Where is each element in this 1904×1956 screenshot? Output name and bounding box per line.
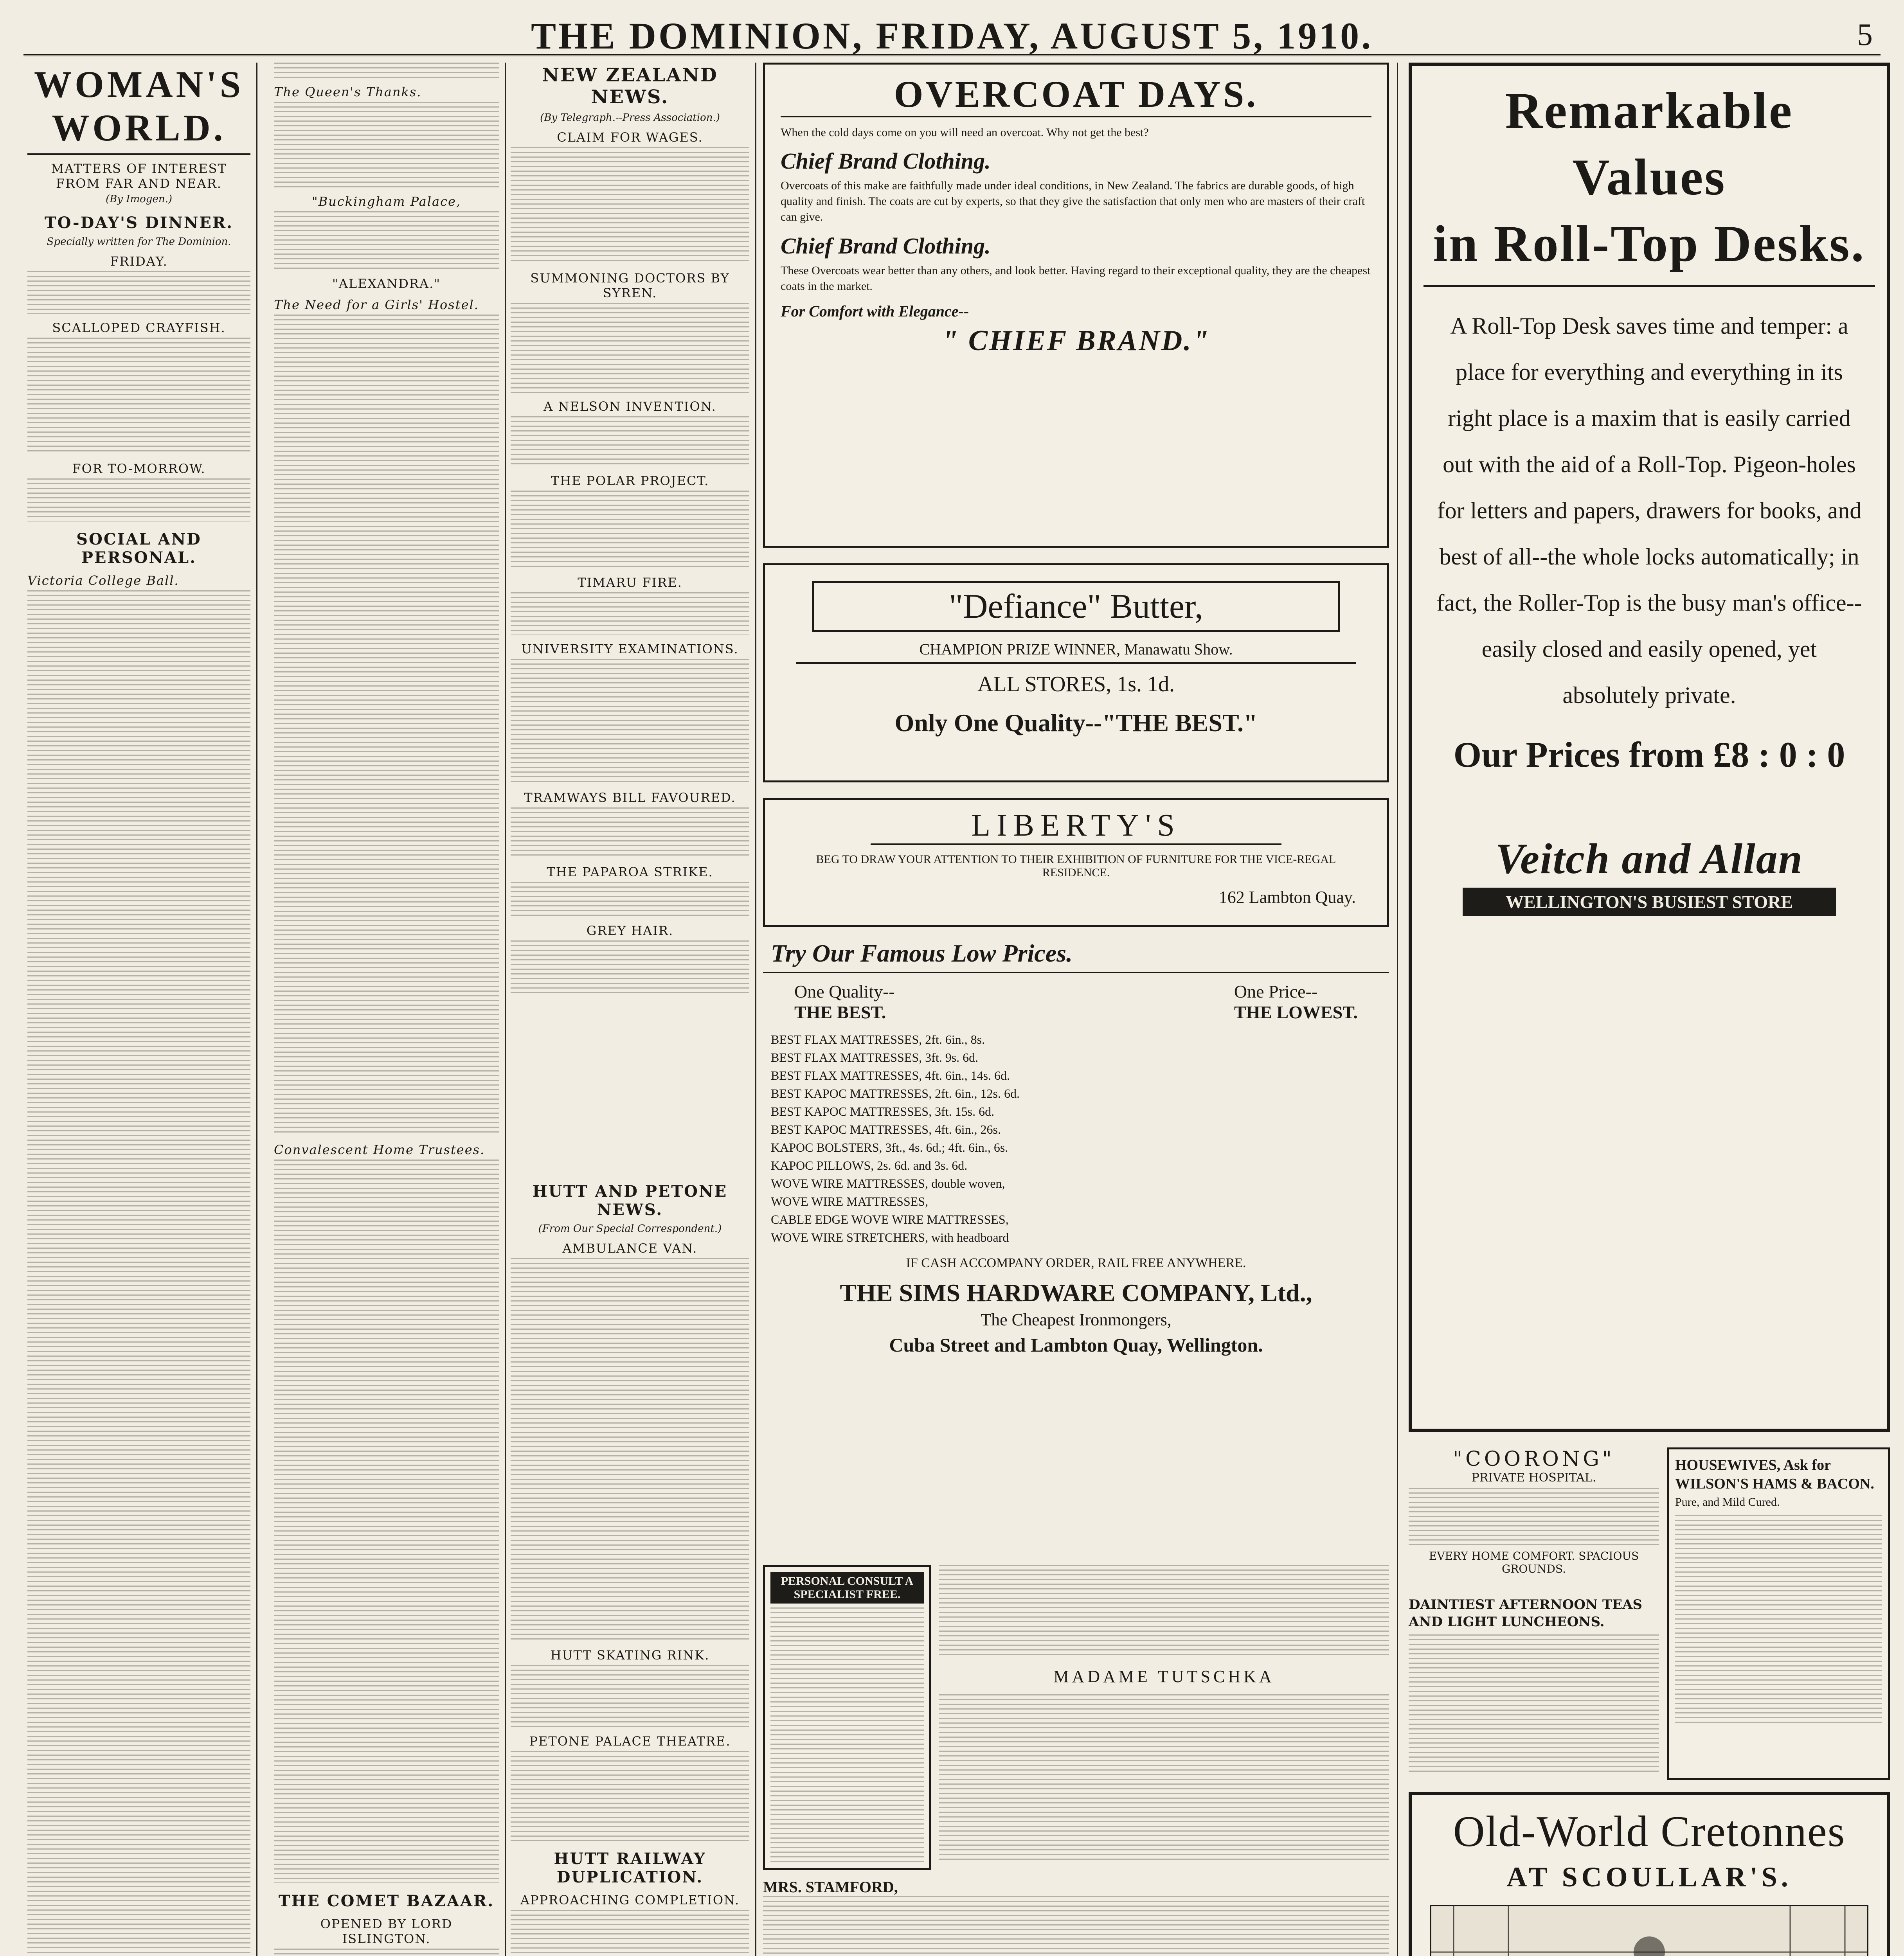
heading-nelson: A NELSON INVENTION. (543, 399, 716, 414)
heading-university: UNIVERSITY EXAMINATIONS. (521, 642, 739, 656)
hutt-byline: (From Our Special Correspondent.) (538, 1223, 722, 1235)
opened-by: OPENED BY LORD ISLINGTON. (320, 1916, 453, 1946)
ad-price: ALL STORES, 1s. 1d. (977, 672, 1175, 696)
ad-brand: Chief Brand Clothing. (781, 233, 991, 259)
article-text (27, 590, 250, 1956)
ad-price: Our Prices from £8 : 0 : 0 (1453, 735, 1845, 775)
article-text (274, 1949, 499, 1956)
heading-tomorrow: FOR TO-MORROW. (72, 461, 206, 476)
ad-old-world-cretonnes (1409, 1792, 1890, 1956)
right-head-2: THE LOWEST. (1234, 1002, 1358, 1022)
article-text (511, 940, 749, 995)
heading-girls-hostel: The Need for a Girls' Hostel. (274, 297, 479, 312)
ad-title: OVERCOAT DAYS. (781, 72, 1371, 117)
article-text (274, 315, 499, 1136)
heading-dinner: TO-DAY'S DINNER. (44, 214, 234, 232)
article-text (511, 491, 749, 569)
ad-terms: IF CASH ACCOMPANY ORDER, RAIL FREE ANYWHERE. (906, 1256, 1246, 1270)
price-row: BEST FLAX MATTRESSES, 2ft. 6in., 8s. (771, 1032, 985, 1046)
ad-title (1424, 77, 1875, 287)
column-rule (256, 63, 257, 1956)
masthead-title: THE DOMINION, FRIDAY, AUGUST 5, 1910. (531, 15, 1373, 57)
ad-body: A Roll-Top Desk saves time and temper: a place for everything and everything in its right place is a maxim that is easily carried out with the aid of a Roll-Top. Pigeon-holes for letters and papers, drawers for books, and best of all--the whole locks automatically; in fact, the Roller-Top is the busy man's office--easily closed and easily opened, yet absolutely private. (1436, 313, 1862, 708)
column-rule (505, 63, 506, 1956)
section-title: NEW ZEALAND NEWS. (542, 64, 718, 108)
ad-paragraph: Overcoats of this make are faithfully made under ideal conditions, in New Zealand. The fabrics are durable goods, of high quality and finish. The coats are cut by experts, so that they give the satisfaction that only men who are masters of their craft can give. (781, 179, 1365, 223)
ad-coorong (1409, 1447, 1659, 1588)
ad-sims-hardware (763, 939, 1389, 1557)
price-row: BEST FLAX MATTRESSES, 3ft. 9s. 6d. (771, 1050, 979, 1064)
ad-title: "Defiance" Butter, (812, 581, 1340, 632)
ad-libertys (763, 798, 1389, 927)
title-line: Remarkable Values (1505, 82, 1794, 206)
price-row: KAPOC BOLSTERS, 3ft., 4s. 6d.; 4ft. 6in., 6s. (771, 1140, 1008, 1154)
ad-title: "COORONG" (1453, 1447, 1615, 1471)
ad-stamford: MRS. STAMFORD, (763, 1878, 898, 1896)
page-number: 5 (1857, 18, 1873, 52)
ad-overcoat (763, 63, 1389, 548)
price-row: BEST KAPOC MATTRESSES, 3ft. 15s. 6d. (771, 1104, 995, 1118)
right-head-1: One Price-- (1234, 982, 1318, 1001)
price-row: BEST FLAX MATTRESSES, 4ft. 6in., 14s. 6d. (771, 1068, 1010, 1082)
ad-address: 162 Lambton Quay. (1218, 888, 1356, 907)
price-row: CABLE EDGE WOVE WIRE MATTRESSES, (771, 1212, 1009, 1226)
article-text (27, 271, 250, 314)
ad-personal (763, 1565, 931, 1870)
ad-line: EVERY HOME COMFORT. SPACIOUS GROUNDS. (1429, 1550, 1639, 1575)
ad-line: BEG TO DRAW YOUR ATTENTION TO THEIR EXHIBITION OF FURNITURE FOR THE VICE-REGAL RESIDENCE. (816, 853, 1336, 879)
heading-social: SOCIAL AND PERSONAL. (76, 530, 202, 567)
price-list (763, 1030, 1389, 1246)
ad-prize: CHAMPION PRIZE WINNER, Manawatu Show. (919, 640, 1233, 658)
column-rule (1397, 63, 1398, 1956)
ad-sub: PRIVATE HOSPITAL. (1471, 1471, 1596, 1485)
heading-hutt-railway: HUTT RAILWAY DUPLICATION. (554, 1850, 706, 1886)
heading-hutt-petone: HUTT AND PETONE NEWS. (532, 1182, 728, 1219)
ad-brand-logo: Veitch and Allan (1495, 835, 1803, 883)
article-text (511, 1910, 749, 1956)
heading-comet-bazaar: THE COMET BAZAAR. (278, 1892, 495, 1910)
title-line: in Roll-Top Desks. (1433, 215, 1866, 272)
ad-title: LIBERTY'S (871, 808, 1281, 845)
ad-brand: Chief Brand Clothing. (781, 148, 991, 174)
interior-illustration (1430, 1905, 1868, 1956)
ad-defiance-butter (763, 563, 1389, 782)
article-text (274, 102, 499, 188)
ad-text (1409, 1488, 1659, 1546)
section-subtitle: MATTERS OF INTEREST FROM FAR AND NEAR. (51, 161, 227, 191)
article-text (274, 63, 499, 78)
heading-tramways: TRAMWAYS BILL FAVOURED. (524, 790, 736, 805)
column-hutt-petone (511, 1174, 749, 1956)
article-text (27, 338, 250, 455)
article-text (511, 1665, 749, 1728)
heading-hutt-skating: HUTT SKATING RINK. (550, 1648, 710, 1663)
price-row: WOVE WIRE MATTRESSES, double woven, (771, 1176, 1005, 1190)
ad-quality: Only One Quality--"THE BEST." (894, 709, 1258, 737)
column-rule (755, 63, 756, 1956)
ad-title: DAINTIEST AFTERNOON TEAS AND LIGHT LUNCHEONS. (1409, 1597, 1643, 1630)
ad-text (939, 1694, 1389, 1863)
ad-small-right (939, 1565, 1389, 1870)
article-text (511, 147, 749, 264)
heading-ambulance: AMBULANCE VAN. (562, 1241, 698, 1256)
masthead (23, 7, 1881, 56)
byline: (By Telegraph.--Press Association.) (540, 112, 720, 124)
heading-convalescent: Convalescent Home Trustees. (274, 1142, 485, 1157)
ads-lower (763, 1878, 1389, 1956)
article-text (511, 1258, 749, 1641)
alexandra: "ALEXANDRA." (332, 276, 441, 291)
article-text (511, 416, 749, 467)
heading-paparoa: THE PAPAROA STRIKE. (547, 865, 713, 879)
ad-dainty (1409, 1596, 1659, 1780)
section-title: WOMAN'S WORLD. (27, 63, 250, 155)
ad-text (763, 1896, 1389, 1956)
dinner-sub: Specially written for The Dominion. (47, 236, 231, 248)
ad-brand-tag: WELLINGTON'S BUSIEST STORE (1463, 888, 1836, 916)
ad-text (1409, 1634, 1659, 1775)
ad-company: THE SIMS HARDWARE COMPANY, Ltd., (840, 1279, 1312, 1307)
article-text (27, 478, 250, 521)
left-head-2: THE BEST. (794, 1002, 886, 1022)
price-row: BEST KAPOC MATTRESSES, 2ft. 6in., 12s. 6d. (771, 1086, 1020, 1100)
price-row: WOVE WIRE STRETCHERS, with headboard (771, 1230, 1009, 1244)
heading-polar: THE POLAR PROJECT. (551, 473, 709, 488)
article-text (274, 1160, 499, 1883)
ad-lead: When the cold days come on you will need an overcoat. Why not get the best? (781, 126, 1149, 139)
article-text (274, 211, 499, 270)
left-head-1: One Quality-- (794, 982, 895, 1001)
heading-grey-hair: GREY HAIR. (586, 923, 674, 938)
ad-slogan: " CHIEF BRAND." (942, 325, 1210, 357)
heading-summoning: SUMMONING DOCTORS BY SYREN. (530, 271, 730, 300)
article-text (511, 592, 749, 635)
ad-at: AT SCOULLAR'S. (1506, 1861, 1792, 1893)
heading-petone-palace: PETONE PALACE THEATRE. (529, 1734, 731, 1749)
ad-sub: The Cheapest Ironmongers, (981, 1310, 1172, 1329)
ad-headline: Try Our Famous Low Prices. (763, 939, 1389, 973)
column-womans-world (27, 63, 250, 1956)
ad-comfort: For Comfort with Elegance-- (781, 302, 969, 320)
buckingham: "Buckingham Palace, (311, 194, 461, 209)
price-row: KAPOC PILLOWS, 2s. 6d. and 3s. 6d. (771, 1158, 968, 1172)
article-text (511, 1751, 749, 1841)
heading-victoria: Victoria College Ball. (27, 573, 179, 588)
price-row: BEST KAPOC MATTRESSES, 4ft. 6in., 26s. (771, 1122, 1001, 1136)
ad-title: Old-World Cretonnes (1453, 1807, 1846, 1856)
heading-friday: FRIDAY. (110, 254, 168, 269)
article-text (511, 303, 749, 393)
column-two (274, 63, 499, 1956)
ad-title: PERSONAL CONSULT A SPECIALIST FREE. (770, 1572, 924, 1604)
ad-paragraph: These Overcoats wear better than any others, and look better. Having regard to their exceptional quality, they are the cheapest coats in the market. (781, 264, 1371, 293)
article-text (511, 807, 749, 858)
byline: (By Imogen.) (106, 193, 172, 205)
divider (796, 662, 1356, 664)
ad-text (939, 1565, 1389, 1659)
article-text (511, 882, 749, 917)
ad-tag: Pure, and Mild Cured. (1675, 1496, 1780, 1508)
ad-housewives (1667, 1447, 1890, 1780)
article-text (511, 659, 749, 784)
ad-text (770, 1607, 924, 1866)
price-row: WOVE WIRE MATTRESSES, (771, 1194, 929, 1208)
heading-claim: CLAIM FOR WAGES. (557, 130, 703, 145)
ad-title: HOUSEWIVES, Ask for WILSON'S HAMS & BACON. (1675, 1457, 1874, 1492)
heading-approaching: APPROACHING COMPLETION. (520, 1893, 740, 1907)
ad-quality-row (763, 973, 1389, 1030)
heading-timaru: TIMARU FIRE. (578, 575, 682, 590)
heading-scalloped: SCALLOPED CRAYFISH. (52, 320, 226, 335)
ad-address: Cuba Street and Lambton Quay, Wellington. (889, 1334, 1263, 1356)
ad-text (1675, 1515, 1882, 1726)
ad-tutschka: MADAME TUTSCHKA (1053, 1667, 1275, 1686)
ad-roll-top-desks (1409, 63, 1890, 1432)
heading-queens-thanks: The Queen's Thanks. (274, 84, 422, 99)
